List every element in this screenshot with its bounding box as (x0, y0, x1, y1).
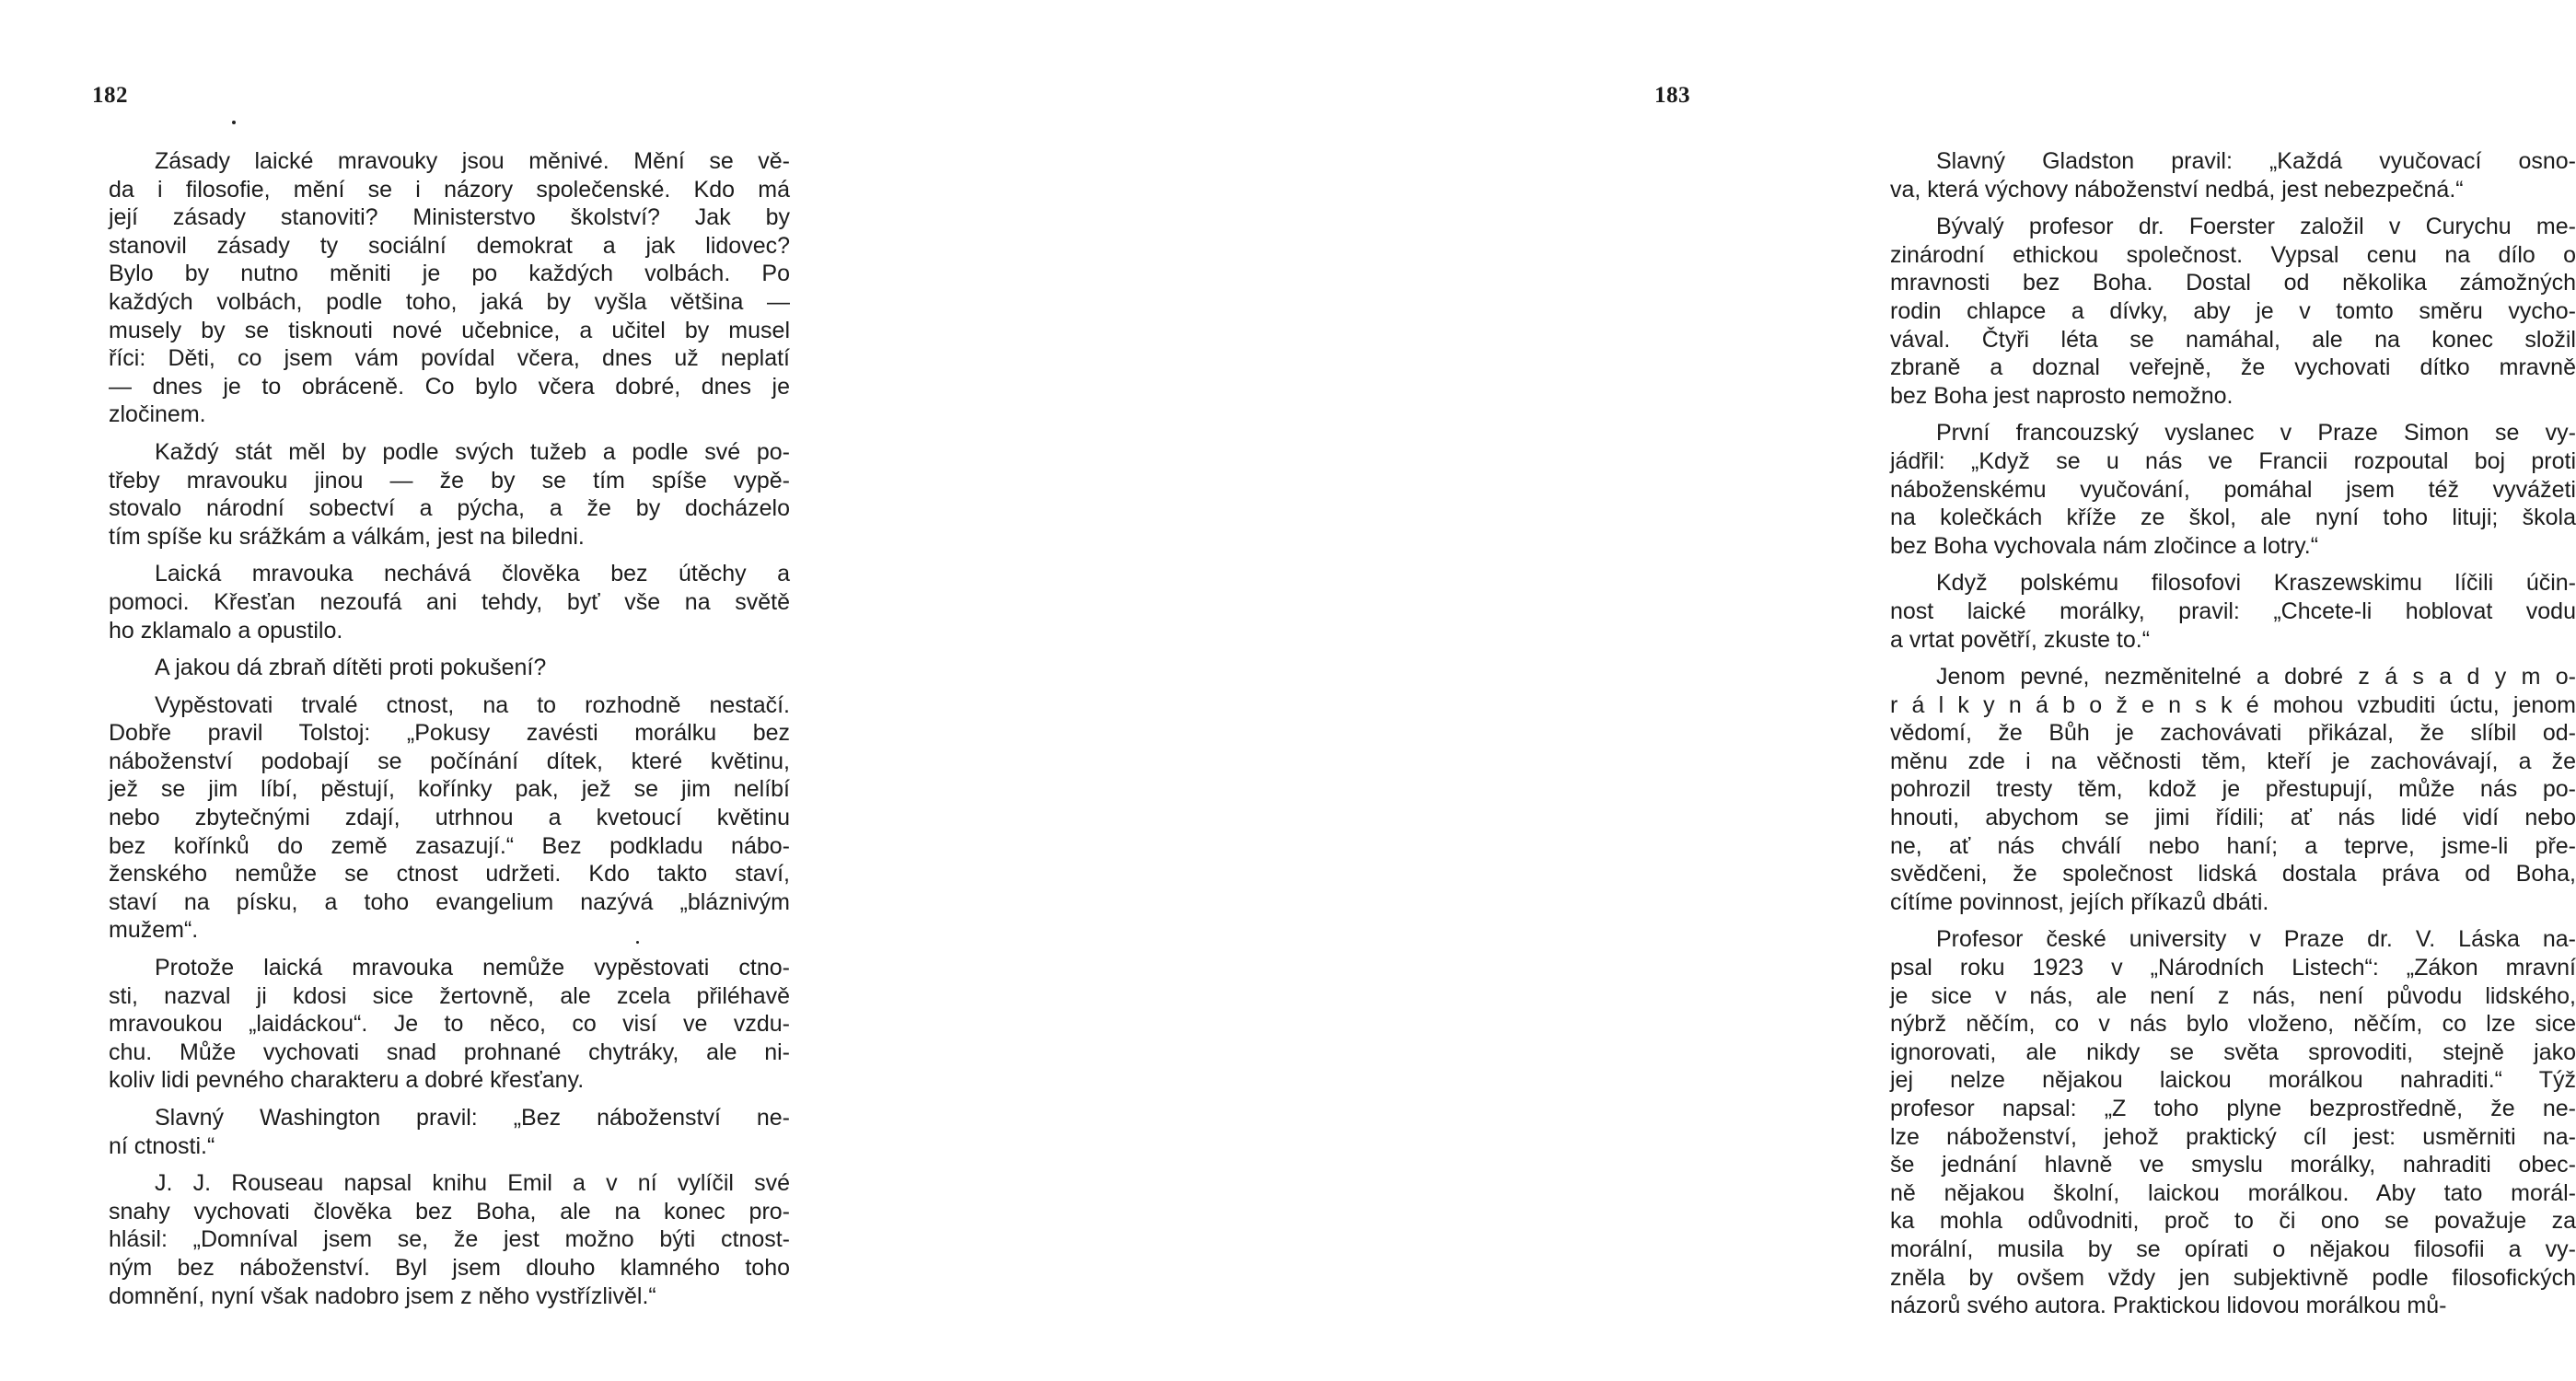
text-line: ženského nemůže se ctnost udržeti. Kdo takto staví, (109, 861, 790, 888)
text-line: profesor napsal: „Z toho plyne bezprostředně, že ne- (1890, 1096, 2576, 1121)
text-line: Profesor české university v Praze dr. V. Láska na- (1936, 926, 2576, 953)
text-line: ným bez náboženství. Byl jsem dlouho klamného toho (109, 1254, 790, 1281)
text-line: Zásady laické mravouky jsou měnivé. Mění se vě- (155, 148, 790, 174)
text-line: Vypěstovati trvalé ctnost, na to rozhodně nestačí. (155, 691, 790, 718)
text-line: ní ctnosti.“ (109, 1132, 215, 1159)
paragraph (1890, 925, 2576, 1319)
text-line: cítíme povinnost, jejích příkazů dbáti. (1890, 888, 2269, 915)
text-line: rodin chlapce a dívky, aby je v tomto směru vycho- (1890, 297, 2576, 324)
text-line: mravnosti bez Boha. Dostal od několika zámožných (1890, 270, 2576, 296)
paragraph (109, 654, 790, 682)
text-line: A jakou dá zbraň dítěti proti pokušení? (155, 655, 547, 681)
text-line: vával. Čtyři léta se namáhal, ale na konec složil (1890, 326, 2576, 353)
text-line: První francouzský vyslanec v Praze Simon se vy- (1936, 420, 2576, 447)
text-line: Slavný Gladston pravil: „Každá vyučovací osno- (1936, 148, 2576, 174)
text-line: nýbrž něčím, co v nás bylo vloženo, něčím, co lze sice (1890, 1011, 2576, 1038)
text-line: morální, musila by se opírati o nějakou filosofii a vy- (1890, 1236, 2576, 1262)
text-line: náboženství podobají se počínání dítek, které květinu, (109, 748, 790, 774)
text-line: měnu zde i na věčnosti těm, kteří je zachovávají, a že (1890, 748, 2576, 774)
text-line: Protože laická mravouka nemůže vypěstovati ctno- (155, 955, 790, 981)
text-line: na kolečkách kříže ze škol, ale nyní toho lituji; škola (1890, 505, 2576, 531)
text-line: ne, ať nás chválí nebo haní; a teprve, jsme-li pře- (1890, 832, 2576, 859)
text-line: každých volbách, podle toho, jaká by vyšla většina — (109, 288, 790, 315)
text-line: — dnes je to obráceně. Co bylo včera dobré, dnes je (109, 373, 790, 400)
paragraph (109, 438, 790, 551)
text-line: sti, nazval ji kdosi sice žertovně, ale zcela přiléhavě (109, 982, 790, 1009)
text-line: Když polskému filosofovi Kraszewskimu líčili účin- (1936, 570, 2576, 597)
text-line: bez Boha jest naprosto nemožno. (1890, 382, 2234, 409)
text-line: ho zklamalo a opustilo. (109, 617, 343, 644)
text-line: zinárodní ethickou společnost. Vypsal cenu na dílo o (1890, 241, 2576, 268)
paragraph (109, 560, 790, 644)
text-line: hlásil: „Domníval jsem se, že jest možno býti ctnost- (109, 1226, 790, 1253)
text-line: ka mohla odůvodniti, proč to či ono se považuje za (1890, 1208, 2576, 1235)
text-line: názorů svého autora. Praktickou lidovou morálkou mů- (1890, 1293, 2447, 1319)
text-line: še jednání hlavně ve smyslu morálky, nahraditi obec- (1890, 1152, 2576, 1178)
paragraph (1890, 419, 2576, 560)
paragraph (109, 1104, 790, 1160)
paragraph (109, 954, 790, 1095)
text-line: J. J. Rouseau napsal knihu Emil a v ní vylíčil své (155, 1170, 790, 1197)
text-line: r á l k y n á b o ž e n s k é mohou vzbuditi úctu, jenom (1890, 691, 2576, 718)
text-line: její zásady stanoviti? Ministerstvo školství? Jak by (109, 204, 790, 231)
text-line: lze náboženství, jehož praktický cíl jest: usměrniti na- (1890, 1123, 2576, 1150)
text-line: jež se jim líbí, pěstují, kořínky pak, jež se jim nelíbí (109, 776, 790, 803)
text-line: Bývalý profesor dr. Foerster založil v Curychu me- (1936, 214, 2576, 240)
text-line: jádřil: „Když se u nás ve Francii rozpoutal boj proti (1890, 447, 2576, 474)
text-line: stanovil zásady ty sociální demokrat a jak lidovec? (109, 232, 790, 259)
text-line: nost laické morálky, pravil: „Chcete-li hoblovat vodu (1890, 598, 2576, 624)
text-line: mužem“. (109, 917, 199, 944)
left-page (0, 0, 891, 1381)
text-line: vědomí, že Bůh je zachovávati přikázal, že slíbil od- (1890, 720, 2576, 747)
paragraph (1890, 213, 2576, 410)
text-line: Dobře pravil Tolstoj: „Pokusy zavésti morálku bez (109, 720, 790, 747)
text-line: zločinem. (109, 401, 206, 428)
page-number: 182 (92, 83, 128, 108)
text-line: da i filosofie, mění se i názory společenské. Kdo má (109, 176, 790, 203)
text-line: musely by se tisknouti nové učebnice, a učitel by musel (109, 317, 790, 343)
text-line: je sice v nás, ale není z nás, není původu lidského, (1890, 982, 2576, 1009)
text-line: bez kořínků do země zasazují.“ Bez podkladu nábo- (109, 832, 790, 859)
text-line: jej nelze nějakou laickou morálkou nahraditi.“ Týž (1890, 1067, 2576, 1094)
text-line: třeby mravouku jinou — že by se tím spíše vypě- (109, 467, 790, 493)
text-line: Bylo by nutno měniti je po každých volbách. Po (109, 261, 790, 287)
text-line: staví na písku, a toho evangelium nazývá „bláznivým (109, 888, 790, 915)
text-line: pohrozil tresty těm, kdož je přestupují, může nás po- (1890, 776, 2576, 803)
text-line: a vrtat povětří, zkuste to.“ (1890, 626, 2151, 653)
text-line: náboženskému vyučování, pomáhal jsem též vyvážeti (1890, 476, 2576, 503)
paragraph (1890, 569, 2576, 654)
text-line: svědčeni, že společnost lidská dostala práva od Boha, (1890, 861, 2576, 888)
text-line: chu. Může vychovati snad prohnané chytráky, ale ni- (109, 1039, 790, 1065)
text-line: snahy vychovati člověka bez Boha, ale na konec pro- (109, 1198, 790, 1224)
text-line: stovalo národní sobectví a pýcha, a že by docházelo (109, 495, 790, 522)
text-column (109, 147, 790, 1319)
text-line: Jenom pevné, nezměnitelné a dobré z á s a d y m o- (1936, 664, 2576, 690)
text-line: koliv lidi pevného charakteru a dobré křesťany. (109, 1067, 585, 1094)
paragraph (109, 1169, 790, 1310)
text-line: Každý stát měl by podle svých tužeb a podle své po- (155, 438, 790, 465)
paragraph (1890, 663, 2576, 916)
text-line: pomoci. Křesťan nezoufá ani tehdy, byť vše na světě (109, 588, 790, 615)
text-line: ignorovati, ale nikdy se světa sprovoditi, stejně jako (1890, 1039, 2576, 1065)
page-number: 183 (1654, 83, 1690, 108)
paragraph (109, 147, 790, 429)
text-column (1890, 147, 2576, 1329)
text-line: říci: Děti, co jsem vám povídal včera, dnes už neplatí (109, 345, 790, 372)
paragraph (1890, 147, 2576, 203)
text-line: Laická mravouka nechává člověka bez útěchy a (155, 561, 790, 587)
text-line: zněla by ovšem vždy jen subjektivně podle filosofických (1890, 1264, 2576, 1291)
right-page (891, 0, 2576, 1381)
text-line: tím spíše ku srážkám a válkám, jest na biledni. (109, 523, 585, 550)
text-line: ně nějakou školní, laickou morálkou. Aby tato morál- (1890, 1179, 2576, 1206)
text-line: mravoukou „laidáckou“. Je to něco, co visí ve vzdu- (109, 1011, 790, 1038)
text-line: hnouti, abychom se jimi řídili; ať nás lidé vidí nebo (1890, 805, 2576, 831)
text-line: nebo zbytečnými zdají, utrhnou a kvetoucí květinu (109, 805, 790, 831)
print-speck (232, 121, 236, 124)
text-line: Slavný Washington pravil: „Bez náboženství ne- (155, 1105, 790, 1131)
text-line: psal roku 1923 v „Národních Listech“: „Zákon mravní (1890, 955, 2576, 981)
paragraph (109, 691, 790, 945)
text-line: va, která výchovy náboženství nedbá, jest nebezpečná.“ (1890, 176, 2464, 203)
text-line: bez Boha vychovala nám zločince a lotry.“ (1890, 532, 2319, 559)
text-line: domnění, nyní však nadobro jsem z něho vystřízlivěl.“ (109, 1282, 656, 1309)
text-line: zbraně a doznal veřejně, že vychovati dítko mravně (1890, 354, 2576, 381)
